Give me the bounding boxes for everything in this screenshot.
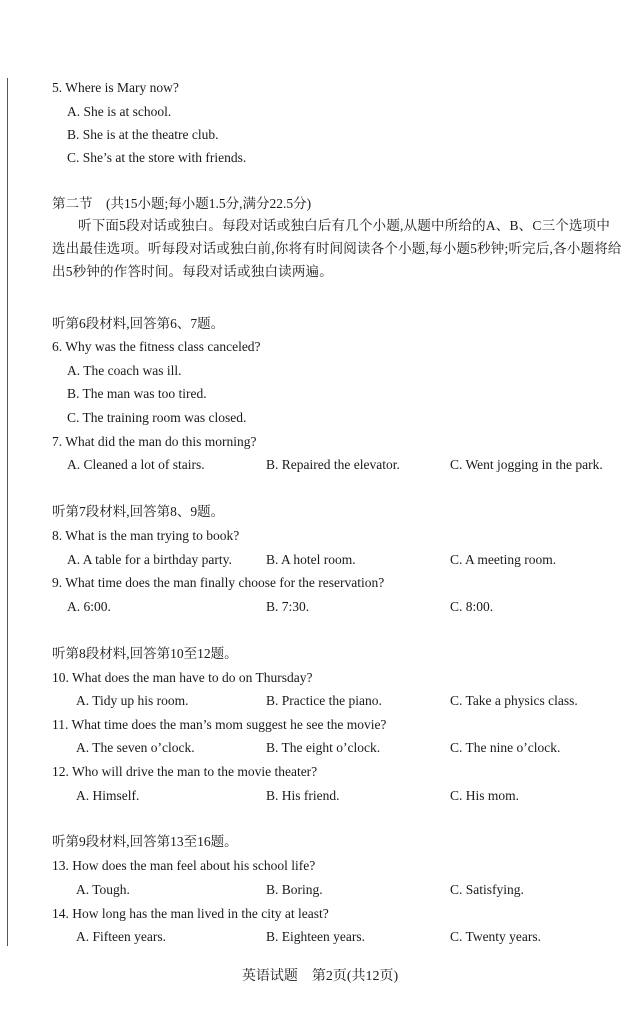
q14-option-b: B. Eighteen years. (266, 929, 365, 944)
q14-option-a: A. Fifteen years. (76, 929, 166, 944)
q10-option-b: B. Practice the piano. (266, 693, 382, 708)
q9-option-a: A. 6:00. (67, 599, 111, 614)
q10-option-a: A. Tidy up his room. (76, 693, 189, 708)
section-2-instructions: 听下面5段对话或独白。每段对话或独白后有几个小题,从题中所给的A、B、C三个选项中选出最佳选项。听每段对话或独白前,你将有时间阅读各个小题,每小题5秒钟;听完后,各小题将给出5秒钟的作答时间。每段对话或独白读两遍。 (52, 218, 622, 279)
q6-option-c: C. The training room was closed. (67, 410, 247, 425)
q5-option-a: A. She is at school. (67, 104, 172, 119)
binding-margin-line (7, 78, 8, 946)
question-9: 9. What time does the man finally choose for the reservation? (52, 575, 385, 590)
q10-option-c: C. Take a physics class. (450, 693, 578, 708)
q13-option-a: A. Tough. (76, 882, 130, 897)
page-footer: 英语试题 第2页(共12页) (241, 969, 399, 984)
question-11: 11. What time does the man’s mom suggest he see the movie? (52, 717, 387, 732)
q7-option-c: C. Went jogging in the park. (450, 457, 603, 472)
q7-option-b: B. Repaired the elevator. (266, 457, 400, 472)
group-6-heading: 听第6段材料,回答第6、7题。 (52, 316, 225, 331)
q11-option-a: A. The seven o’clock. (76, 740, 195, 755)
q12-option-b: B. His friend. (266, 788, 340, 803)
q12-option-a: A. Himself. (76, 788, 140, 803)
question-6: 6. Why was the fitness class canceled? (52, 339, 261, 354)
q13-option-c: C. Satisfying. (450, 882, 524, 897)
q7-option-a: A. Cleaned a lot of stairs. (67, 457, 205, 472)
q11-option-c: C. The nine o’clock. (450, 740, 561, 755)
q8-option-b: B. A hotel room. (266, 552, 356, 567)
question-5: 5. Where is Mary now? (52, 80, 179, 95)
q9-option-c: C. 8:00. (450, 599, 494, 614)
question-13: 13. How does the man feel about his school life? (52, 858, 316, 873)
q5-option-b: B. She is at the theatre club. (67, 127, 219, 142)
group-8-heading: 听第8段材料,回答第10至12题。 (52, 646, 238, 661)
section-2-header: 第二节 (共15小题;每小题1.5分,满分22.5分) (52, 196, 312, 211)
question-7: 7. What did the man do this morning? (52, 434, 257, 449)
q6-option-b: B. The man was too tired. (67, 386, 207, 401)
question-8: 8. What is the man trying to book? (52, 528, 240, 543)
q12-option-c: C. His mom. (450, 788, 520, 803)
q13-option-b: B. Boring. (266, 882, 323, 897)
q5-option-c: C. She’s at the store with friends. (67, 150, 247, 165)
question-12: 12. Who will drive the man to the movie theater? (52, 764, 318, 779)
question-10: 10. What does the man have to do on Thursday? (52, 670, 313, 685)
group-9-heading: 听第9段材料,回答第13至16题。 (52, 834, 238, 849)
q14-option-c: C. Twenty years. (450, 929, 542, 944)
q6-option-a: A. The coach was ill. (67, 363, 182, 378)
q11-option-b: B. The eight o’clock. (266, 740, 381, 755)
group-7-heading: 听第7段材料,回答第8、9题。 (52, 504, 225, 519)
q8-option-a: A. A table for a birthday party. (67, 552, 232, 567)
q8-option-c: C. A meeting room. (450, 552, 557, 567)
q9-option-b: B. 7:30. (266, 599, 310, 614)
question-14: 14. How long has the man lived in the city at least? (52, 906, 329, 921)
